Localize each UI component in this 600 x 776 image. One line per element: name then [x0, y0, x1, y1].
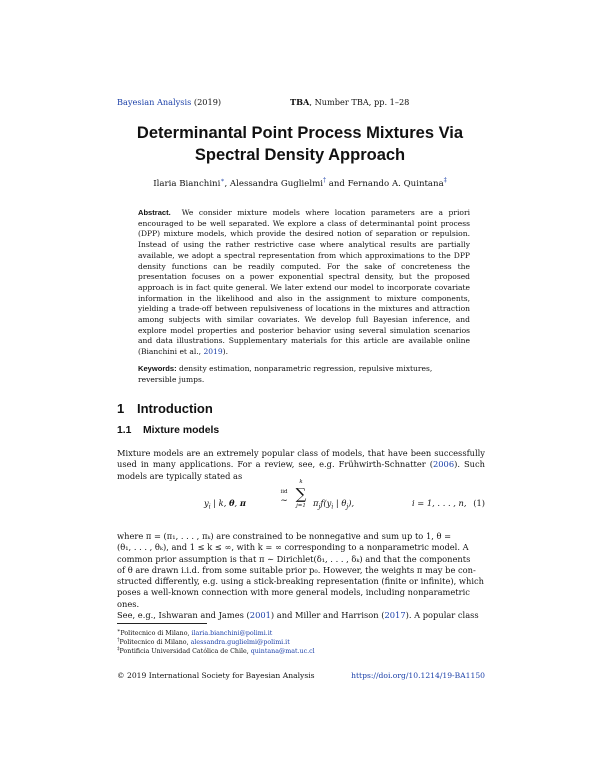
- footnote-rule: [117, 623, 207, 624]
- author-sep-1: ,: [224, 178, 230, 189]
- para2-line-2: (θ₁, . . . , θₖ), and 1 ≤ k ≤ ∞, with k = ∞ corresponding to a nonparametric model. A: [117, 542, 469, 553]
- footnote-3-mark: ‡: [117, 646, 120, 652]
- author-3-mark[interactable]: ‡: [443, 177, 447, 184]
- issue-bold: TBA: [290, 97, 310, 107]
- author-1: Ilaria Bianchini: [153, 178, 221, 189]
- footnote-2-email[interactable]: alessandra.guglielmi@polimi.it: [190, 639, 290, 647]
- equation-iid: [277, 489, 291, 506]
- author-2: Alessandra Guglielmi: [229, 178, 324, 189]
- equation-sum: [293, 479, 309, 510]
- footnote-1-affiliation: Politecnico di Milano,: [120, 630, 192, 638]
- journal-header: [117, 97, 221, 107]
- eq-comma: ,: [234, 498, 240, 508]
- eq-sum-symbol: ∑: [295, 485, 307, 503]
- footnote-3: [117, 645, 485, 656]
- footnote-3-affiliation: Pontificia Universidad Católica de Chile,: [119, 648, 251, 656]
- footnote-1-mark: ∗: [117, 628, 121, 634]
- subsection-number: 1.1: [117, 425, 132, 436]
- intro-paragraph-2: [117, 531, 485, 621]
- para2-last-text-2: ) and Miller and Harrison (: [270, 610, 385, 621]
- eq-f-close: ),: [348, 498, 355, 508]
- footnote-2-affiliation: Politecnico di Milano,: [119, 639, 191, 647]
- equation-rhs: [313, 498, 354, 511]
- abstract-text: We consider mixture models where location parameters are a priori encouraged to be well separated. We explore a class of determinantal point process (DPP) mixture models, which provide the desired notion of separation or repulsion. Instead of using the rather restrictive case where analytical results are partially available, we adopt a spectral representation from which approximations to the DPP density functions can be readily computed. For the sake of concreteness the presentation focuses on a power exponential spectral density, but the proposed approach is in fact quite general. We later extend our model to incorporate covariate information in the likelihood and also in the assignment to mixture components, yielding a trade-off between repulsiveness of locations in the mixtures and attraction among subjects with similar covariates. We develop full Bayesian inference, and explore model properties and posterior behavior using several simulation scenarios and data illustrations. Supplementary materials for this article are available online (Bianchini et al.,: [138, 208, 470, 357]
- eq-y: y: [204, 498, 209, 508]
- eq-f: f(y: [320, 498, 332, 508]
- intro-paragraph-1: [117, 448, 485, 482]
- author-2-mark[interactable]: †: [323, 177, 327, 184]
- journal-link[interactable]: Bayesian Analysis: [117, 97, 192, 107]
- para2-line-5: structed differently, e.g. using a stick-breaking representation (finite or infinite), which: [117, 576, 484, 587]
- section-title: Introduction: [137, 401, 213, 416]
- eq-iid-label: iid: [280, 489, 288, 495]
- issue-header: [290, 97, 409, 107]
- eq-y-sub: i: [208, 503, 211, 511]
- footnote-3-email[interactable]: quintana@mat.uc.cl: [250, 648, 315, 656]
- para1-text-1: Mixture models are an extremely popular class of models, that have been successfully used in many applications. For a review, see, e.g. Frühwirth-Schnatter (: [117, 448, 485, 470]
- author-list: [0, 177, 600, 189]
- issue-rest: , Number TBA, pp. 1–28: [309, 97, 410, 107]
- abstract-citation[interactable]: 2019: [203, 347, 223, 357]
- para2-line-3: common prior assumption is that π ∼ Dirichlet(δ₁, . . . , δₖ) and that the components: [117, 553, 471, 564]
- equation-1: [117, 479, 485, 523]
- eq-term-sub: j: [318, 503, 321, 511]
- eq-sum-top: k: [299, 479, 303, 485]
- para2-last-text-3: ). A popular class: [405, 610, 479, 621]
- para2-line-4: of θ are drawn i.i.d. from some suitable prior p₀. However, the weights π may be con-: [117, 564, 476, 575]
- eq-pi: π: [239, 498, 246, 508]
- author-1-mark[interactable]: ∗: [220, 177, 225, 184]
- para2-line-7: [117, 610, 485, 621]
- doi-link[interactable]: https://doi.org/10.1214/19-BA1150: [351, 671, 485, 680]
- paper-title: [0, 122, 600, 166]
- author-sep-2: and: [326, 178, 348, 189]
- equation-number: (1): [473, 498, 485, 508]
- title-line-1: Determinantal Point Process Mixtures Via: [136, 124, 464, 142]
- eq-f-rest: | θ: [333, 498, 347, 508]
- para2-last-text-1: See, e.g., Ishwaran and James (: [117, 610, 250, 621]
- section-number: 1: [117, 401, 125, 416]
- keywords-label: Keywords:: [138, 364, 177, 373]
- para2-line-6: poses a well-known connection with more general models, including nonparametric ones.: [117, 587, 470, 609]
- author-3: Fernando A. Quintana: [347, 178, 444, 189]
- eq-f-sub2: j: [346, 503, 349, 511]
- equation-lhs: [204, 498, 246, 511]
- eq-f-sub: i: [331, 503, 334, 511]
- para1-text-2: ). Such models are typically stated as: [117, 459, 485, 481]
- abstract-label: Abstract.: [138, 208, 171, 217]
- section-heading: [117, 401, 213, 416]
- copyright: © 2019 International Society for Bayesian Analysis: [117, 671, 315, 680]
- abstract: [138, 208, 470, 358]
- subsection-heading: [117, 425, 219, 436]
- title-line-2: Spectral Density Approach: [194, 146, 406, 164]
- eq-theta: θ: [228, 498, 235, 508]
- footnote-2-mark: †: [117, 637, 120, 643]
- subsection-title: Mixture models: [143, 425, 220, 436]
- abstract-tail: ).: [222, 347, 229, 357]
- para2-citation-2[interactable]: 2017: [384, 610, 406, 621]
- para2-citation-1[interactable]: 2001: [249, 610, 271, 621]
- equation-range: i = 1, . . . , n,: [412, 498, 467, 508]
- keywords: [138, 364, 470, 385]
- para2-line-1: where π = (π₁, . . . , πₖ) are constrained to be nonnegative and sum up to 1, θ =: [117, 531, 452, 541]
- para1-citation[interactable]: 2006: [432, 459, 455, 470]
- eq-term: π: [313, 498, 319, 508]
- eq-sum-bottom: j=1: [296, 503, 306, 509]
- footnote-1-email[interactable]: ilaria.bianchini@polimi.it: [191, 630, 273, 638]
- journal-year: (2019): [193, 97, 222, 107]
- eq-sim: ∼: [280, 496, 288, 506]
- keywords-text: density estimation, nonparametric regression, repulsive mixtures, reversible jumps.: [138, 364, 433, 384]
- eq-cond: | k,: [210, 498, 229, 508]
